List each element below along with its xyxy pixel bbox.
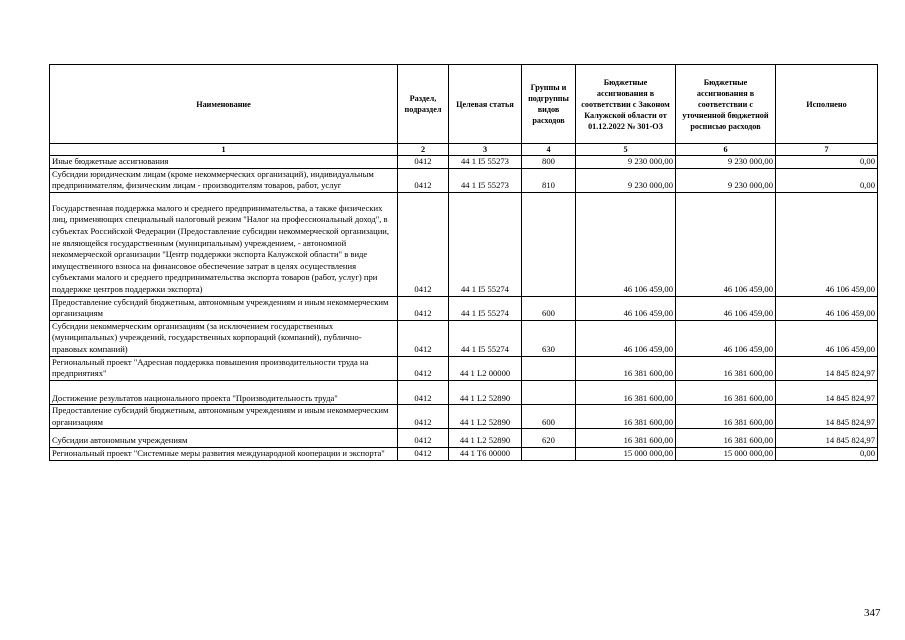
row-law-amount: 46 106 459,00 [576, 296, 676, 320]
header-name: Наименование [50, 65, 398, 144]
row-section: 0412 [398, 405, 449, 429]
header-executed: Исполнено [776, 65, 878, 144]
row-law-amount: 16 381 600,00 [576, 429, 676, 448]
row-name: Предоставление субсидий бюджетным, автономным учреждениям и иным некоммерческим организациям [50, 405, 398, 429]
row-law-amount: 9 230 000,00 [576, 156, 676, 169]
row-refined-amount: 46 106 459,00 [676, 192, 776, 296]
row-section: 0412 [398, 192, 449, 296]
table-row [50, 448, 878, 461]
row-refined-amount: 16 381 600,00 [676, 429, 776, 448]
table-row [50, 356, 878, 380]
row-group [522, 448, 576, 461]
header-target: Целевая статья [449, 65, 522, 144]
row-section: 0412 [398, 320, 449, 356]
row-name: Достижение результатов национального проекта "Производительность труда" [50, 380, 398, 405]
row-section: 0412 [398, 296, 449, 320]
header-section: Раздел, подраздел [398, 65, 449, 144]
row-target: 44 1 L2 52890 [449, 380, 522, 405]
column-number: 1 [50, 144, 398, 156]
row-executed-amount: 0,00 [776, 156, 878, 169]
row-group [522, 192, 576, 296]
row-target: 44 1 I5 55274 [449, 296, 522, 320]
row-refined-amount: 16 381 600,00 [676, 405, 776, 429]
row-group: 600 [522, 296, 576, 320]
column-number: 7 [776, 144, 878, 156]
row-executed-amount: 14 845 824,97 [776, 429, 878, 448]
row-law-amount: 46 106 459,00 [576, 192, 676, 296]
row-target: 44 1 I5 55273 [449, 168, 522, 192]
row-target: 44 1 I5 55273 [449, 156, 522, 169]
row-law-amount: 15 000 000,00 [576, 448, 676, 461]
row-law-amount: 16 381 600,00 [576, 356, 676, 380]
table-row [50, 320, 878, 356]
table-row [50, 429, 878, 448]
column-number: 2 [398, 144, 449, 156]
row-name: Региональный проект "Адресная поддержка повышения производительности труда на предприятиях" [50, 356, 398, 380]
row-group: 630 [522, 320, 576, 356]
row-name: Субсидии юридическим лицам (кроме некоммерческих организаций), индивидуальным предпринимателям, физическим лицам - производителям товаров, работ, услуг [50, 168, 398, 192]
row-executed-amount: 0,00 [776, 168, 878, 192]
row-section: 0412 [398, 168, 449, 192]
column-number: 6 [676, 144, 776, 156]
table-row [50, 168, 878, 192]
budget-table [49, 64, 878, 461]
row-group [522, 356, 576, 380]
header-groups: Группы и подгруппы видов расходов [522, 65, 576, 144]
row-executed-amount: 46 106 459,00 [776, 192, 878, 296]
row-refined-amount: 16 381 600,00 [676, 356, 776, 380]
row-target: 44 1 I5 55274 [449, 192, 522, 296]
row-name: Иные бюджетные ассигнования [50, 156, 398, 169]
row-refined-amount: 9 230 000,00 [676, 168, 776, 192]
row-name: Государственная поддержка малого и среднего предпринимательства, а также физических лиц, применяющих специальный налоговый режим "Налог на профессиональный доход", в субъектах Российской Федерации (Предоставление субсидии некоммерческой организации, не являющейся государственным (муниципальным) учреждением, - автономной некоммерческой организации "Центр поддержки экспорта Калужской области" в виде имущественного взноса на финансовое обеспечение затрат в целях осуществления субъектами малого и среднего предпринимательства экспорта товаров (работ, услуг) при поддержке центров поддержки экспорта) [50, 192, 398, 296]
row-section: 0412 [398, 380, 449, 405]
row-group: 620 [522, 429, 576, 448]
row-group: 810 [522, 168, 576, 192]
row-refined-amount: 46 106 459,00 [676, 296, 776, 320]
table-row [50, 156, 878, 169]
row-executed-amount: 46 106 459,00 [776, 320, 878, 356]
column-number: 3 [449, 144, 522, 156]
row-executed-amount: 46 106 459,00 [776, 296, 878, 320]
row-law-amount: 46 106 459,00 [576, 320, 676, 356]
row-executed-amount: 0,00 [776, 448, 878, 461]
row-refined-amount: 15 000 000,00 [676, 448, 776, 461]
row-group: 800 [522, 156, 576, 169]
row-law-amount: 16 381 600,00 [576, 380, 676, 405]
row-target: 44 1 L2 52890 [449, 429, 522, 448]
column-number: 4 [522, 144, 576, 156]
row-executed-amount: 14 845 824,97 [776, 356, 878, 380]
row-section: 0412 [398, 448, 449, 461]
row-section: 0412 [398, 356, 449, 380]
row-refined-amount: 16 381 600,00 [676, 380, 776, 405]
row-group: 600 [522, 405, 576, 429]
table-row [50, 296, 878, 320]
table-row [50, 380, 878, 405]
row-refined-amount: 9 230 000,00 [676, 156, 776, 169]
table-row [50, 405, 878, 429]
row-executed-amount: 14 845 824,97 [776, 405, 878, 429]
row-name: Предоставление субсидий бюджетным, автономным учреждениям и иным некоммерческим организациям [50, 296, 398, 320]
row-refined-amount: 46 106 459,00 [676, 320, 776, 356]
row-target: 44 1 I5 55274 [449, 320, 522, 356]
row-section: 0412 [398, 429, 449, 448]
header-refined: Бюджетные ассигнования в соответствии с уточненной бюджетной росписью расходов [676, 65, 776, 144]
row-target: 44 1 L2 52890 [449, 405, 522, 429]
row-name: Субсидии некоммерческим организациям (за исключением государственных (муниципальных) учреждений, государственных корпораций (компаний), публично-правовых компаний) [50, 320, 398, 356]
row-name: Региональный проект "Системные меры развития международной кооперации и экспорта" [50, 448, 398, 461]
page-number: 347 [864, 607, 881, 619]
row-law-amount: 16 381 600,00 [576, 405, 676, 429]
header-law: Бюджетные ассигнования в соответствии с Законом Калужской области от 01.12.2022 № 301-ОЗ [576, 65, 676, 144]
row-law-amount: 9 230 000,00 [576, 168, 676, 192]
column-number-row [50, 144, 878, 156]
row-section: 0412 [398, 156, 449, 169]
column-number: 5 [576, 144, 676, 156]
table-header-row [50, 65, 878, 144]
row-target: 44 1 L2 00000 [449, 356, 522, 380]
row-target: 44 1 T6 00000 [449, 448, 522, 461]
row-group [522, 380, 576, 405]
row-name: Субсидии автономным учреждениям [50, 429, 398, 448]
row-executed-amount: 14 845 824,97 [776, 380, 878, 405]
table-row [50, 192, 878, 296]
